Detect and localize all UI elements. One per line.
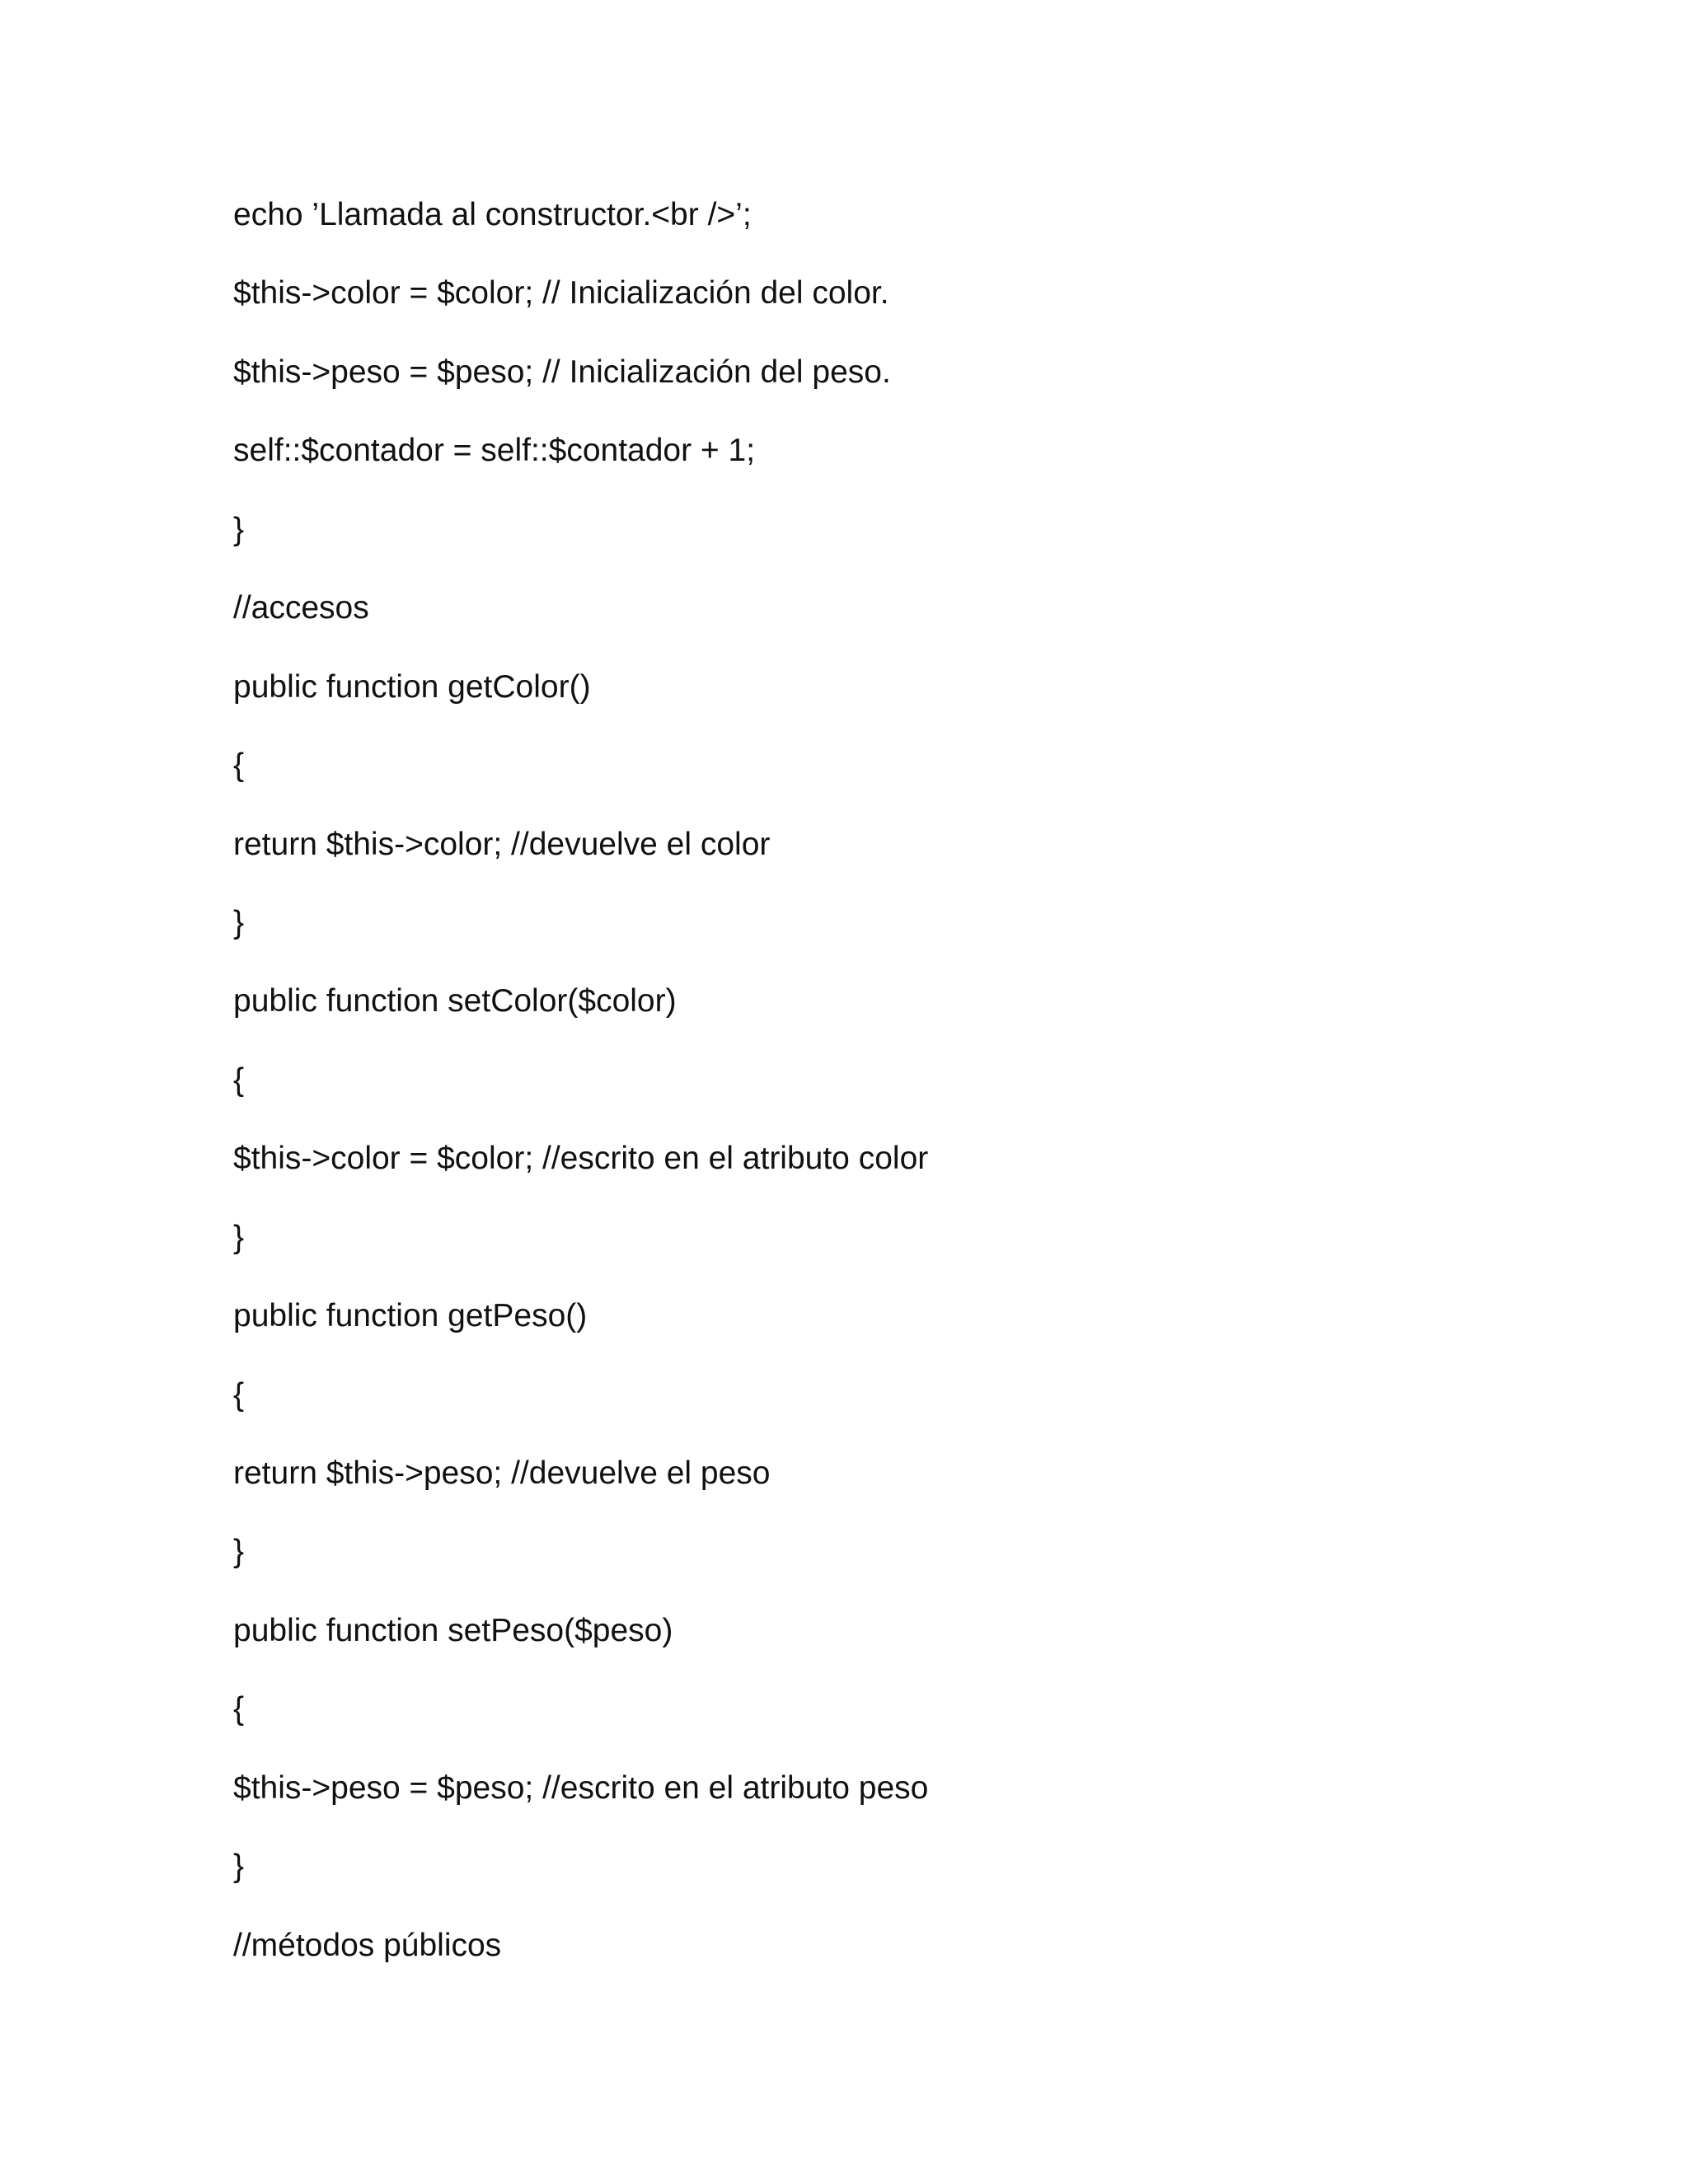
code-line: echo ’Llamada al constructor.<br />’; <box>233 197 752 232</box>
code-line: } <box>233 1219 245 1255</box>
code-line: public function getPeso() <box>233 1298 588 1334</box>
code-line: $this->peso = $peso; //escrito en el atributo peso <box>233 1769 929 1806</box>
code-line: $this->peso = $peso; // Inicialización del peso. <box>233 354 891 390</box>
code-line: $this->color = $color; //escrito en el atributo color <box>233 1141 929 1177</box>
code-line: { <box>233 1376 245 1413</box>
code-listing <box>233 192 1585 2001</box>
code-line: } <box>233 1534 245 1570</box>
code-line: public function setColor($color) <box>233 983 677 1019</box>
code-line: { <box>233 748 245 784</box>
code-line: public function getColor() <box>233 668 591 705</box>
code-line: { <box>233 1691 245 1727</box>
code-line: } <box>233 511 245 547</box>
code-line: //accesos <box>233 590 369 626</box>
code-line: self::$contador = self::$contador + 1; <box>233 433 756 469</box>
code-line: return $this->peso; //devuelve el peso <box>233 1455 771 1491</box>
code-line: } <box>233 904 245 940</box>
code-line: } <box>233 1849 245 1885</box>
code-line: return $this->color; //devuelve el color <box>233 826 771 862</box>
code-line: //métodos públicos <box>233 1927 502 1963</box>
code-line: $this->color = $color; // Inicialización del color. <box>233 275 889 312</box>
code-line: { <box>233 1062 245 1098</box>
code-line: public function setPeso($peso) <box>233 1612 673 1648</box>
